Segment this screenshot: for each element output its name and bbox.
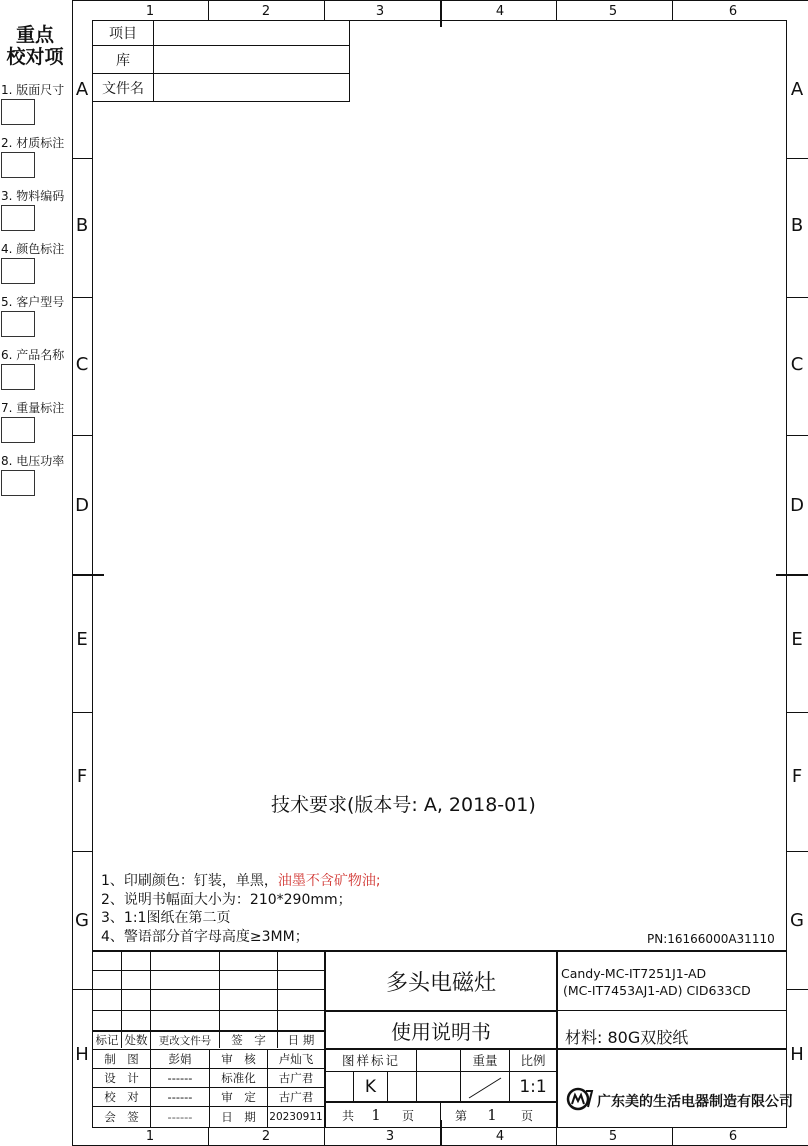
zone-tick	[208, 1128, 209, 1146]
zone-tick	[787, 435, 808, 436]
check-item-label: 5. 客户型号	[1, 295, 65, 309]
zone-column-number: 4	[495, 1129, 505, 1144]
zone-tick	[72, 851, 92, 852]
model-line-2: (MC-IT7453AJ1-AD) CID633CD	[563, 983, 751, 998]
check-item-label: 7. 重量标注	[1, 401, 65, 415]
zone-tick	[672, 1128, 673, 1146]
role-name: ------	[167, 1071, 193, 1085]
zone-tick	[556, 0, 557, 20]
zone-tick	[787, 851, 808, 852]
tb-line	[556, 950, 558, 1128]
header-date: 日 期	[287, 1033, 315, 1047]
role-name: ------	[167, 1090, 193, 1104]
role2-name: 卢灿飞	[278, 1052, 314, 1066]
weight-label: 重量	[472, 1053, 498, 1068]
total-label: 共	[341, 1108, 354, 1123]
role-label: 制 图	[104, 1052, 139, 1066]
zone-row-letter: D	[790, 495, 804, 516]
scale-label: 比例	[520, 1053, 546, 1068]
project-label: 项目	[109, 26, 137, 42]
check-box[interactable]	[1, 258, 35, 284]
table-line	[92, 101, 350, 102]
page-label-2: 页	[520, 1108, 533, 1123]
zone-row-letter: G	[75, 910, 89, 931]
project-value-field[interactable]	[154, 21, 349, 45]
zone-tick	[787, 712, 808, 713]
zone-row-letter: B	[790, 215, 804, 236]
zone-column-number: 2	[261, 1129, 271, 1144]
tech-note-4: 4、警语部分首字母高度≥3MM；	[101, 929, 309, 945]
zone-tick	[72, 712, 92, 713]
table-line	[349, 20, 350, 102]
tech-heading: 技术要求(版本号: A, 2018-01)	[271, 794, 536, 816]
check-box[interactable]	[1, 470, 35, 496]
zone-column-number: 5	[608, 1129, 618, 1144]
zone-column-number: 3	[375, 4, 385, 19]
library-value-field[interactable]	[154, 46, 349, 73]
zone-column-number: 6	[728, 1129, 738, 1144]
zone-column-number: 3	[385, 1129, 395, 1144]
zone-tick	[324, 1128, 325, 1146]
check-item-label: 4. 颜色标注	[1, 242, 65, 256]
zone-row-letter: D	[75, 495, 89, 516]
zone-tick	[72, 297, 92, 298]
part-number: PN:16166000A31110	[647, 932, 775, 946]
header-signature: 签 字	[231, 1033, 266, 1047]
tb-line	[440, 1101, 441, 1128]
filename-value-field[interactable]	[154, 74, 349, 101]
zone-tick	[324, 0, 325, 20]
tb-line	[92, 1010, 324, 1011]
role2-label: 日 期	[221, 1110, 256, 1124]
role2-label: 标准化	[221, 1071, 256, 1085]
role-name: ------	[167, 1110, 193, 1124]
filename-label: 文件名	[102, 80, 144, 97]
zone-column-number: 6	[728, 4, 738, 19]
total-value: 1	[371, 1106, 381, 1124]
zone-tick	[72, 435, 92, 436]
check-box[interactable]	[1, 417, 35, 443]
zone-row-letter: H	[75, 1044, 89, 1065]
check-item-label: 8. 电压功率	[1, 454, 65, 468]
model-line-1: Candy-MC-IT7251J1-AD	[561, 966, 707, 981]
zone-tick	[556, 1128, 557, 1146]
check-item-label: 2. 材质标注	[1, 136, 65, 150]
zone-row-letter: B	[75, 215, 89, 236]
zone-column-number: 4	[495, 4, 505, 19]
check-box[interactable]	[1, 99, 35, 125]
zone-row-letter: E	[76, 629, 88, 650]
zone-row-letter: A	[75, 79, 89, 100]
tb-line	[387, 1071, 388, 1101]
sheet-label: 第	[454, 1108, 467, 1123]
header-count: 处数	[124, 1033, 148, 1047]
drawing-mark-label: 图样标记	[341, 1053, 400, 1068]
tech-note-1-text: 1、印刷颜色：钉装，单黑，	[101, 873, 278, 889]
company-name: 广东美的生活电器制造有限公司	[597, 1094, 793, 1110]
library-label: 库	[116, 52, 130, 69]
weight-slash	[461, 1072, 509, 1101]
zone-row-letter: C	[790, 354, 804, 375]
tb-line	[92, 970, 324, 971]
zone-row-letter: C	[75, 354, 89, 375]
zone-tick	[72, 989, 92, 990]
zone-column-number: 5	[608, 4, 618, 19]
check-box[interactable]	[1, 364, 35, 390]
zone-tick	[776, 574, 808, 576]
role2-label: 审 核	[221, 1052, 256, 1066]
role-label: 会 签	[104, 1110, 139, 1124]
sidebar-title-line2: 校对项	[6, 46, 64, 68]
check-box[interactable]	[1, 311, 35, 337]
role-name: 彭娟	[168, 1052, 192, 1066]
zone-row-letter: E	[791, 629, 803, 650]
role-label: 设 计	[104, 1071, 139, 1085]
product-name: 多头电磁灶	[385, 970, 496, 996]
zone-row-letter: F	[76, 766, 88, 787]
page-label: 页	[401, 1108, 414, 1123]
document-name: 使用说明书	[391, 1019, 491, 1044]
role2-name: 古广君	[278, 1071, 314, 1085]
zone-tick	[787, 989, 808, 990]
scale-value: 1:1	[519, 1076, 547, 1097]
material-label: 材料: 80G双胶纸	[565, 1028, 689, 1047]
zone-column-number: 1	[145, 1129, 155, 1144]
zone-tick	[787, 297, 808, 298]
tech-note-3: 3、1:1图纸在第二页	[101, 910, 231, 926]
zone-row-letter: G	[790, 910, 804, 931]
zone-tick	[440, 0, 442, 27]
zone-tick	[672, 0, 673, 20]
check-item-label: 6. 产品名称	[1, 348, 65, 362]
header-change-doc: 更改文件号	[158, 1034, 212, 1047]
drawing-mark-value: K	[364, 1076, 377, 1097]
header-mark: 标记	[95, 1033, 119, 1047]
sheet-value: 1	[487, 1106, 497, 1124]
tech-note-2: 2、说明书幅面大小为：210*290mm；	[101, 892, 352, 908]
zone-column-number: 1	[145, 4, 155, 19]
tech-note-1	[101, 870, 381, 890]
zone-tick	[208, 0, 209, 20]
check-box[interactable]	[1, 152, 35, 178]
role2-name: 古广君	[278, 1090, 314, 1104]
tb-line	[416, 1048, 417, 1101]
zone-tick	[72, 158, 92, 159]
zone-tick	[787, 158, 808, 159]
zone-column-number: 2	[261, 4, 271, 19]
outer-frame-left	[72, 0, 73, 1146]
check-box[interactable]	[1, 205, 35, 231]
sidebar-title-line1: 重点	[15, 24, 54, 46]
zone-row-letter: A	[790, 79, 804, 100]
tb-line	[557, 1010, 787, 1011]
zone-row-letter: H	[790, 1044, 804, 1065]
check-item-label: 3. 物料编码	[1, 189, 65, 203]
role2-name: 20230911	[269, 1111, 323, 1123]
role-label: 校 对	[104, 1090, 139, 1104]
tech-note-1-red: 油墨不含矿物油;	[277, 873, 381, 889]
midea-logo-icon	[566, 1087, 596, 1111]
role2-label: 审 定	[221, 1090, 256, 1104]
zone-tick	[72, 574, 104, 576]
tb-line	[92, 989, 324, 990]
zone-row-letter: F	[791, 766, 803, 787]
check-item-label: 1. 版面尺寸	[1, 83, 65, 97]
